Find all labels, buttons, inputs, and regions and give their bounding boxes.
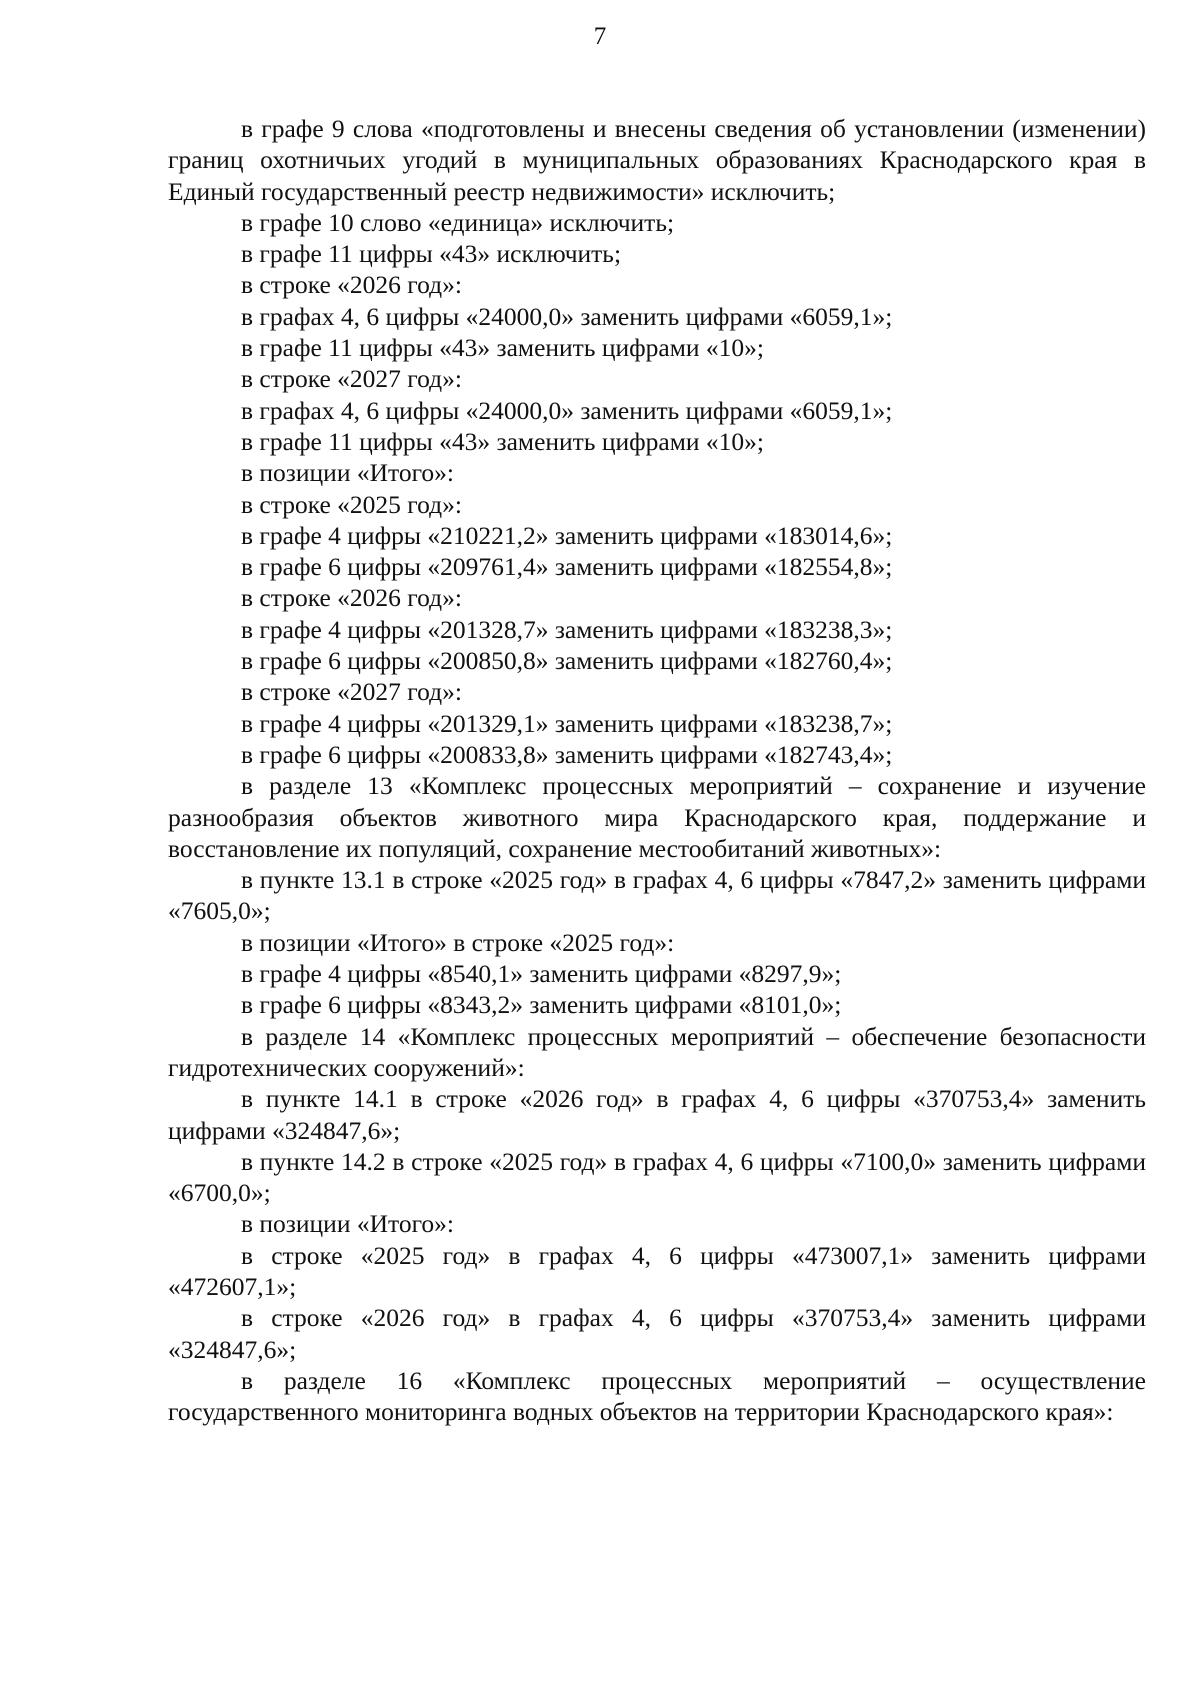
paragraph: в строке «2027 год»:	[241, 364, 462, 394]
paragraph: в позиции «Итого»:	[241, 458, 454, 488]
paragraph: в графе 6 цифры «200833,8» заменить цифрами «182743,4»;	[241, 739, 893, 769]
paragraph: в разделе 16 «Комплекс процессных мероприятий – осуществление государственного мониторинга водных объектов на территории Краснодарского края»:	[168, 1365, 1146, 1427]
paragraph: в графе 4 цифры «201328,7» заменить цифрами «183238,3»;	[241, 614, 893, 644]
paragraph: в графе 6 цифры «209761,4» заменить цифрами «182554,8»;	[241, 552, 893, 582]
paragraph: в позиции «Итого» в строке «2025 год»:	[241, 927, 675, 957]
paragraph: в строке «2026 год»:	[241, 583, 462, 613]
paragraph: в графах 4, 6 цифры «24000,0» заменить цифрами «6059,1»;	[241, 301, 893, 331]
paragraph: в графе 4 цифры «210221,2» заменить цифрами «183014,6»;	[241, 520, 893, 550]
document-body	[168, 113, 1146, 1427]
page-number: 7	[593, 23, 607, 50]
paragraph: в строке «2025 год»:	[241, 489, 462, 519]
paragraph: в графе 6 цифры «8343,2» заменить цифрами «8101,0»;	[241, 990, 842, 1020]
paragraph: в графе 11 цифры «43» исключить;	[241, 239, 622, 269]
paragraph: в графе 4 цифры «201329,1» заменить цифрами «183238,7»;	[241, 708, 893, 738]
paragraph: в строке «2026 год» в графах 4, 6 цифры «370753,4» заменить цифрами «324847,6»;	[168, 1303, 1146, 1364]
paragraph: в позиции «Итого»:	[241, 1209, 454, 1239]
paragraph: в графах 4, 6 цифры «24000,0» заменить цифрами «6059,1»;	[241, 395, 893, 425]
paragraph: в строке «2026 год»:	[241, 270, 462, 300]
paragraph: в пункте 14.2 в строке «2025 год» в графах 4, 6 цифры «7100,0» заменить цифрами «6700,0»;	[168, 1146, 1146, 1208]
paragraph: в строке «2025 год» в графах 4, 6 цифры «473007,1» заменить цифрами «472607,1»;	[168, 1240, 1146, 1301]
paragraph: в строке «2027 год»:	[241, 677, 462, 707]
paragraph: в графе 11 цифры «43» заменить цифрами «10»;	[241, 333, 764, 363]
paragraph: в графе 10 слово «единица» исключить;	[241, 207, 675, 237]
paragraph: в графе 11 цифры «43» заменить цифрами «10»;	[241, 426, 764, 456]
paragraph: в графе 9 слова «подготовлены и внесены сведения об установлении (изменении) границ охотничьих угодий в муниципальных образованиях Краснодарского края в Единый государственный реестр недвижимости» исключить;	[168, 114, 1146, 206]
paragraph: в разделе 14 «Комплекс процессных мероприятий – обеспечение безопасности гидротехнических сооружений»:	[168, 1021, 1146, 1082]
paragraph: в пункте 13.1 в строке «2025 год» в графах 4, 6 цифры «7847,2» заменить цифрами «7605,0»;	[168, 865, 1146, 926]
paragraph: в пункте 14.1 в строке «2026 год» в графах 4, 6 цифры «370753,4» заменить цифрами «324847,6»;	[168, 1084, 1146, 1145]
paragraph: в графе 4 цифры «8540,1» заменить цифрами «8297,9»;	[241, 959, 842, 989]
paragraph: в графе 6 цифры «200850,8» заменить цифрами «182760,4»;	[241, 646, 893, 676]
paragraph: в разделе 13 «Комплекс процессных мероприятий – сохранение и изучение разнообразия объектов животного мира Краснодарского края, поддержание и восстановление их популяций, сохранение местообитаний животных»:	[168, 771, 1146, 863]
